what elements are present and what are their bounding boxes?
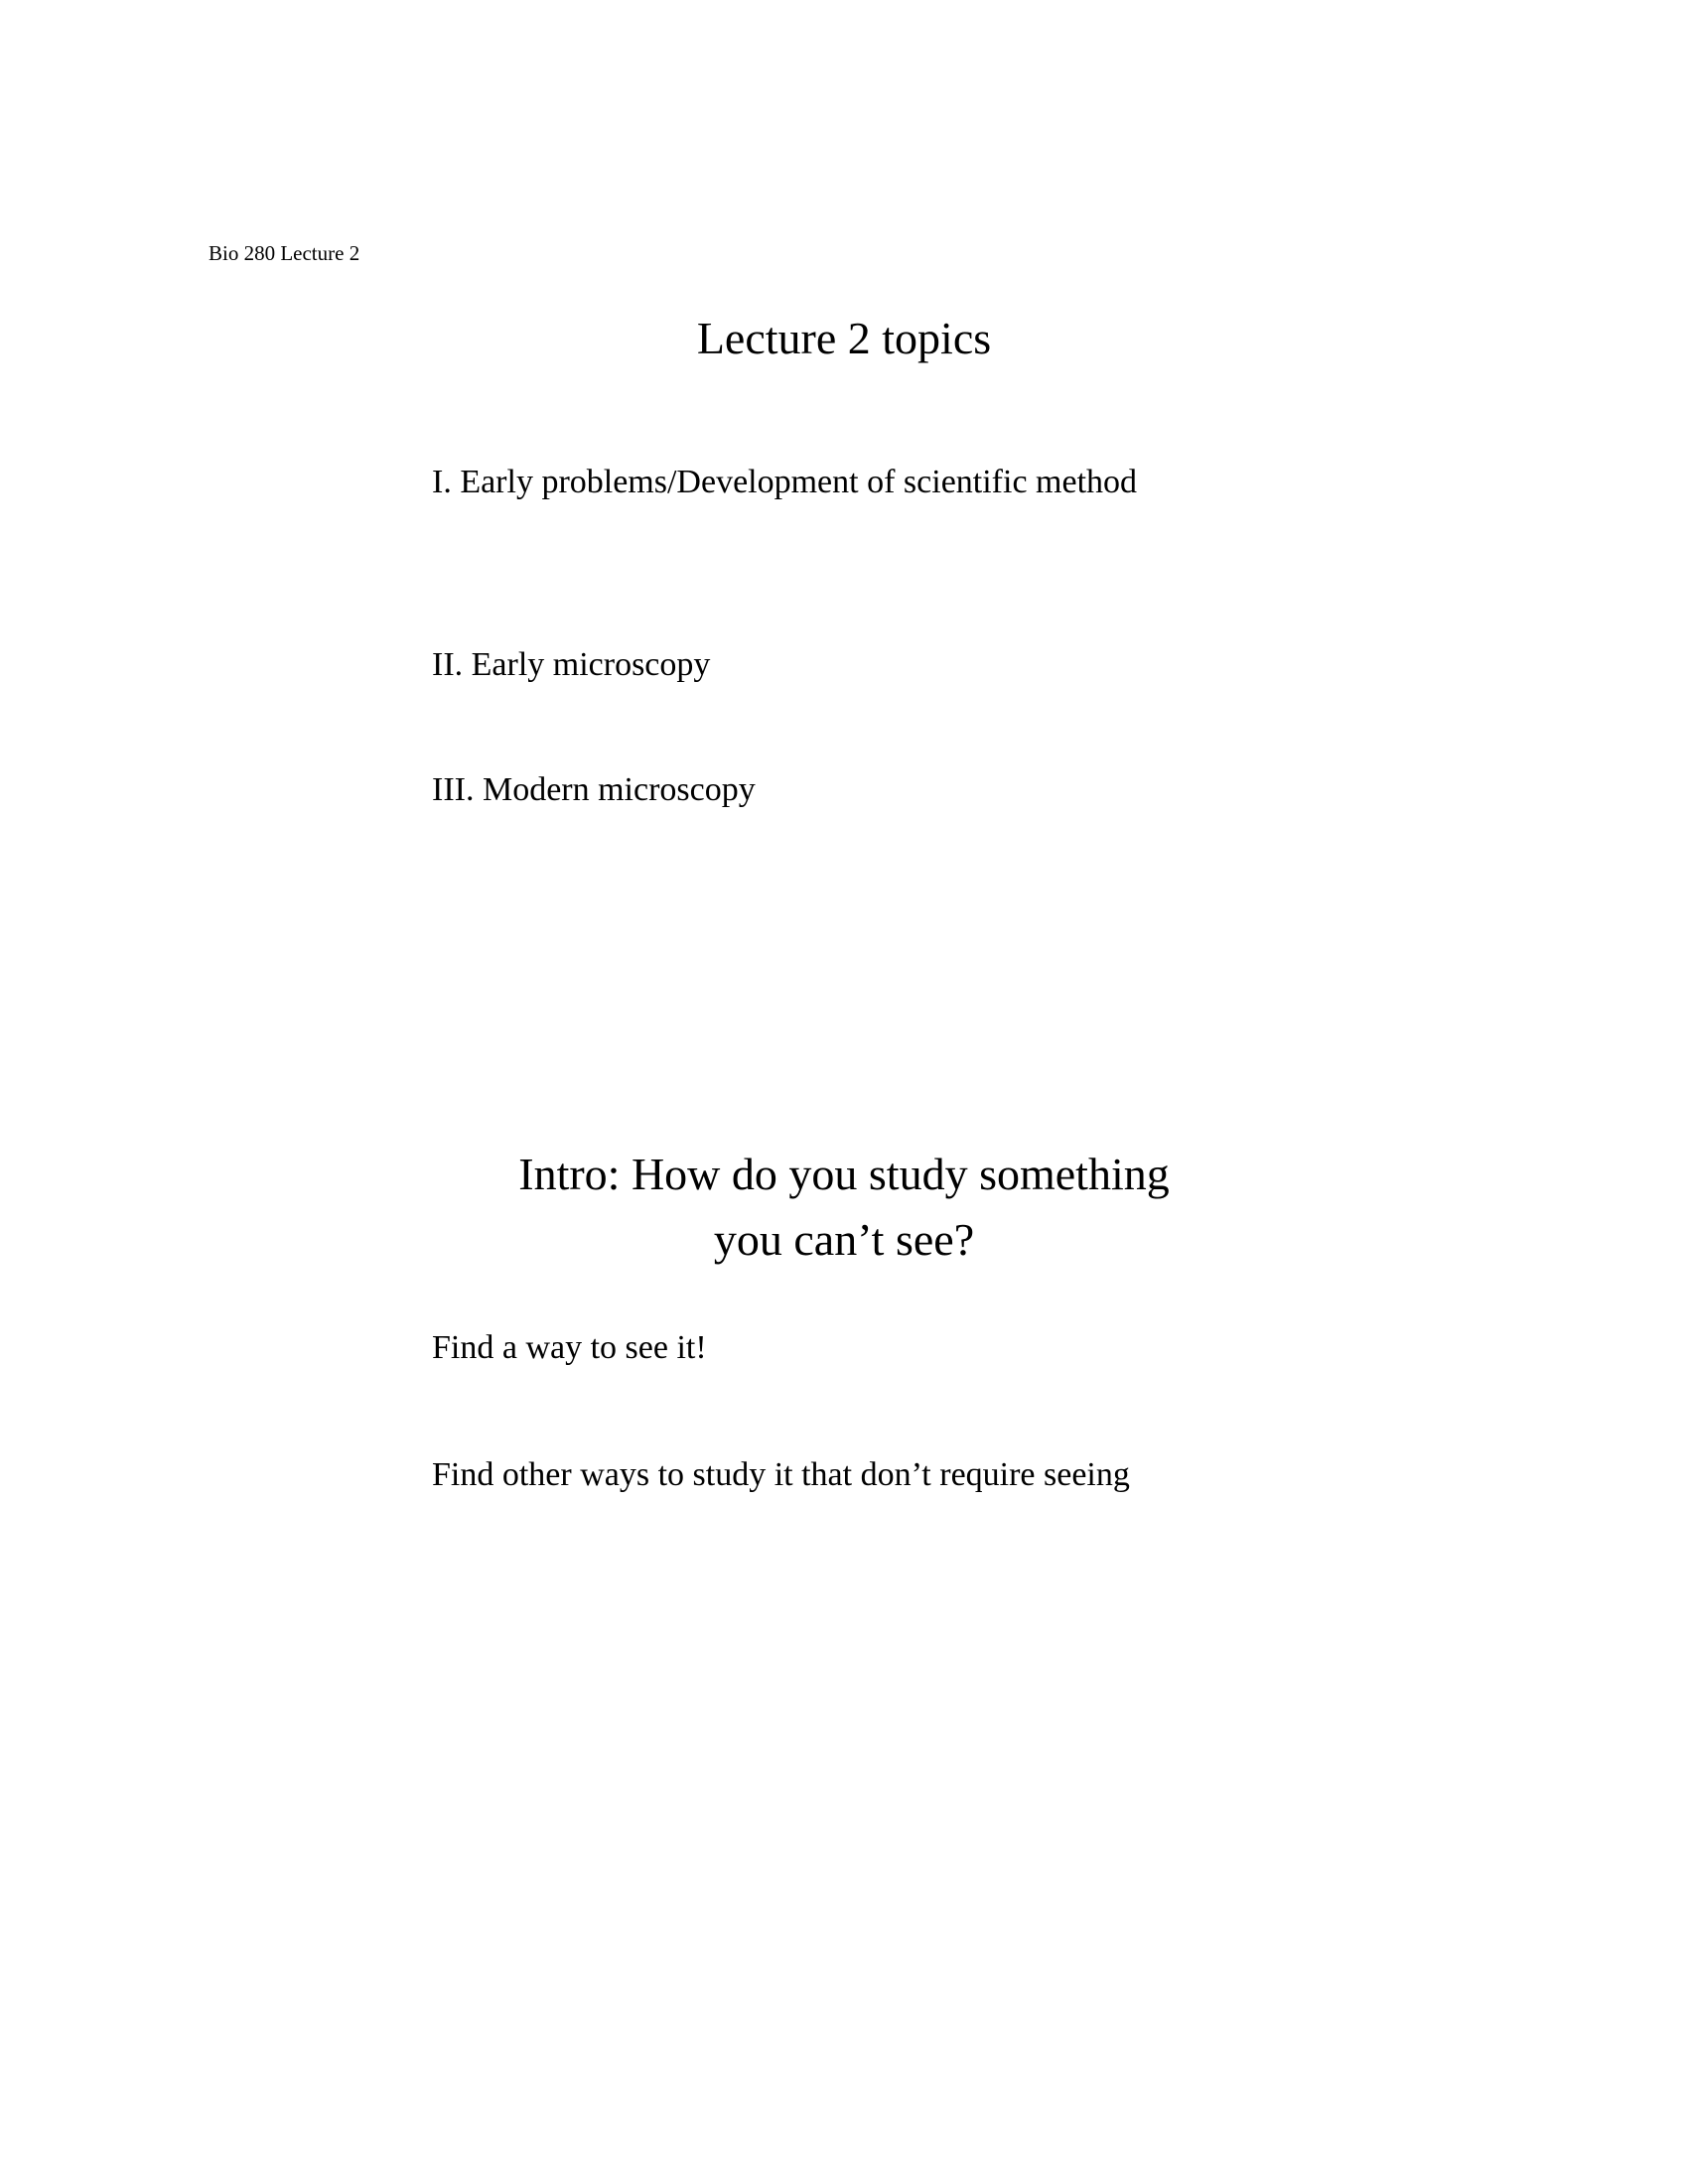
course-header: Bio 280 Lecture 2 [209, 241, 360, 265]
slide1-title: Lecture 2 topics [696, 313, 992, 363]
intro-item-1: Find a way to see it! [432, 1329, 707, 1366]
topic-item-2: II. Early microscopy [432, 646, 711, 683]
topic-item-3: III. Modern microscopy [432, 771, 756, 808]
intro-item-2: Find other ways to study it that don’t require seeing [432, 1456, 1130, 1493]
slide2-title-line1: Intro: How do you study something [518, 1149, 1170, 1199]
slide2-title-line2: you can’t see? [713, 1214, 975, 1265]
topic-item-1: I. Early problems/Development of scientific method [432, 464, 1138, 500]
slide2-title [0, 1142, 1688, 1273]
